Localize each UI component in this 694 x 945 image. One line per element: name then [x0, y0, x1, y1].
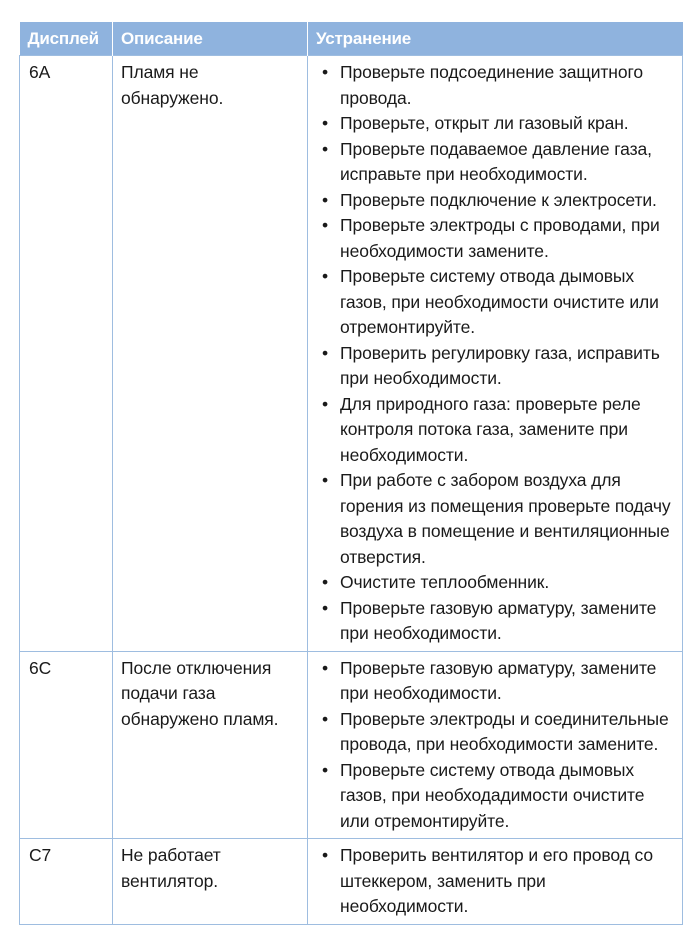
- fault-description: Пламя не обнаружено.: [113, 56, 308, 652]
- remedy-list: [316, 843, 676, 920]
- remedy-text: Проверьте, открыт ли газовый кран.: [340, 113, 629, 133]
- fault-description: Не работает вентилятор.: [113, 839, 308, 925]
- remedy-text: Проверьте газовую арматуру, замените при необходимости.: [340, 597, 657, 643]
- list-item: [316, 596, 676, 647]
- remedy-text: Проверьте электроды и соединительные провода, при необходимости замените.: [340, 708, 669, 754]
- remedy-text: Проверьте подключение к электросети.: [340, 189, 657, 210]
- remedy-cell: [308, 839, 683, 925]
- remedy-text: При работе с забором воздуха для горения из помещения проверьте подачу воздуха в помещение и вентиляционные отверстия.: [340, 470, 671, 567]
- table-row: [20, 651, 683, 839]
- bullet-icon: •: [321, 62, 329, 82]
- remedy-text: Очистите теплообменник.: [340, 572, 550, 592]
- bullet-icon: •: [321, 657, 329, 678]
- list-item: [316, 570, 676, 596]
- bullet-icon: •: [321, 708, 329, 729]
- remedy-cell: [308, 56, 683, 652]
- list-item: [316, 392, 676, 469]
- display-code: C7: [20, 839, 113, 925]
- list-item: [316, 111, 676, 137]
- display-code: 6A: [20, 56, 113, 652]
- bullet-icon: •: [321, 138, 329, 159]
- remedy-list: [316, 60, 676, 647]
- bullet-icon: •: [321, 470, 329, 490]
- list-item: [316, 341, 676, 392]
- list-item: [316, 188, 676, 214]
- fault-description: После отключения подачи газа обнаружено пламя.: [113, 651, 308, 839]
- bullet-icon: •: [321, 572, 329, 592]
- list-item: [316, 213, 676, 264]
- bullet-icon: •: [321, 215, 329, 235]
- list-item: [316, 137, 676, 188]
- bullet-icon: •: [321, 266, 329, 286]
- header-display: Дисплей: [20, 22, 113, 56]
- remedy-text: Проверьте систему отвода дымовых газов, при необходадимости очистите или отремонтируйте.: [340, 759, 645, 831]
- remedy-text: Проверить вентилятор и его провод со штеккером, заменить при необходимости.: [340, 845, 654, 916]
- remedy-text: Проверьте подаваемое давление газа, исправьте при необходимости.: [340, 138, 652, 184]
- display-code: 6C: [20, 651, 113, 839]
- remedy-cell: [308, 651, 683, 839]
- bullet-icon: •: [321, 845, 329, 865]
- header-description: Описание: [113, 22, 308, 56]
- table-body: [20, 56, 683, 925]
- list-item: [316, 707, 676, 758]
- list-item: [316, 758, 676, 835]
- list-item: [316, 656, 676, 707]
- remedy-text: Проверьте газовую арматуру, замените при необходимости.: [340, 657, 657, 703]
- table-row: [20, 839, 683, 925]
- list-item: [316, 60, 676, 111]
- bullet-icon: •: [321, 393, 329, 414]
- bullet-icon: •: [321, 597, 329, 618]
- bullet-icon: •: [321, 342, 329, 363]
- remedy-text: Проверить регулировку газа, исправить при необходимости.: [340, 342, 660, 388]
- header-remedy: Устранение: [308, 22, 683, 56]
- list-item: [316, 468, 676, 570]
- bullet-icon: •: [321, 113, 329, 133]
- list-item: [316, 264, 676, 341]
- remedy-list: [316, 656, 676, 835]
- bullet-icon: •: [321, 759, 329, 780]
- list-item: [316, 843, 676, 920]
- table-row: [20, 56, 683, 652]
- table-header: [20, 22, 683, 56]
- header-row: [20, 22, 683, 56]
- remedy-text: Для природного газа: проверьте реле контроля потока газа, замените при необходимости.: [340, 393, 641, 465]
- bullet-icon: •: [321, 189, 329, 210]
- remedy-text: Проверьте систему отвода дымовых газов, при необходимости очистите или отремонтируйте.: [340, 266, 659, 337]
- fault-table-container: [19, 22, 682, 925]
- remedy-text: Проверьте электроды с проводами, при необходимости замените.: [340, 215, 660, 261]
- fault-codes-table: [19, 22, 683, 925]
- remedy-text: Проверьте подсоединение защитного провода.: [340, 62, 644, 108]
